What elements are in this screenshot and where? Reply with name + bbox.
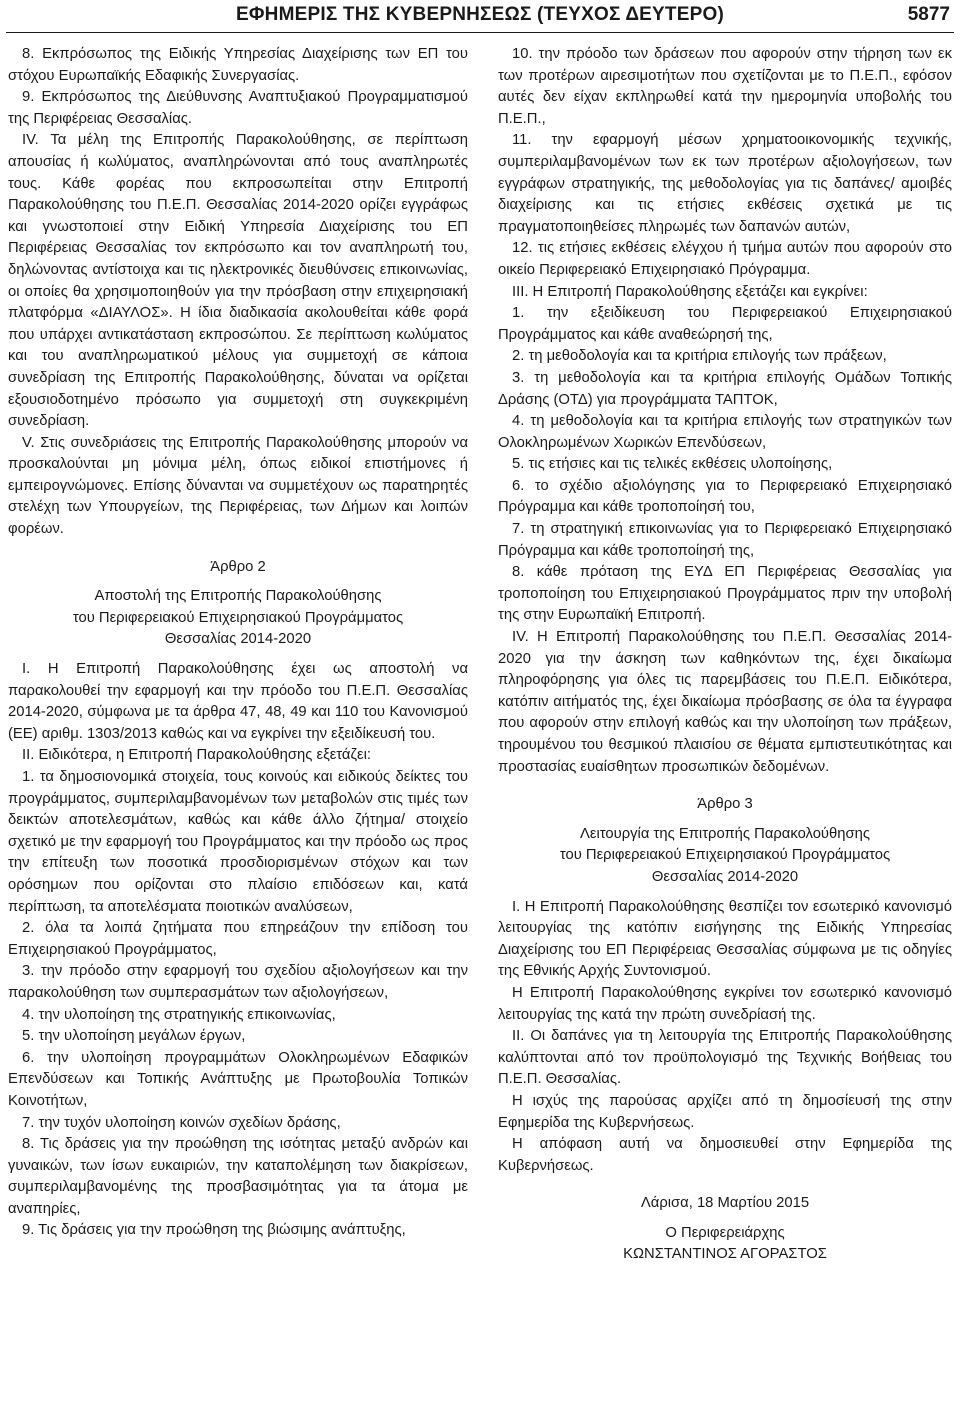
spacer xyxy=(8,651,468,659)
list-item: 6. το σχέδιο αξιολόγησης για το Περιφερειακό Επιχειρησιακό Πρόγραμμα και κάθε τροποποίησή του, xyxy=(498,477,952,516)
list-item: 2. όλα τα λοιπά ζητήματα που επηρεάζουν την επίδοση του Επιχειρησιακού Προγράμματος, xyxy=(8,920,468,958)
right-column xyxy=(498,44,952,1266)
paragraph: III. Η Επιτροπή Παρακολούθησης εξετάζει και εγκρίνει: xyxy=(512,283,868,300)
page-number: 5877 xyxy=(907,4,950,25)
page-header xyxy=(0,0,960,34)
header-divider xyxy=(6,32,954,33)
spacer xyxy=(8,578,468,586)
list-item: 8. κάθε πρόταση της ΕΥΔ ΕΠ Περιφέρειας Θεσσαλίας για τροποποίηση του Επιχειρησιακού Προγράμματος πριν την υποβολή της στην Ευρωπαϊκή Επιτροπή. xyxy=(498,564,952,624)
list-item: 12. τις ετήσιες εκθέσεις ελέγχου ή τμήμα αυτών που αφορούν στο οικείο Περιφερειακό Επιχειρησιακό Πρόγραμμα. xyxy=(498,240,952,278)
spacer xyxy=(8,541,468,557)
article-3-subtitle: Λειτουργία της Επιτροπής Παρακολούθησης xyxy=(580,825,870,842)
spacer xyxy=(498,778,952,794)
paragraph: I. Η Επιτροπή Παρακολούθησης έχει ως αποστολή να παρακολουθεί την εφαρμογή και την πρόοδο του Π.Ε.Π. Θεσσαλίας 2014-2020, σύμφωνα με τα άρθρα 47, 48, 49 και 110 του Κανονισμού (ΕΕ) αριθμ. 1303/2013 καθώς και να εγκρίνει την εξειδίκευσή του. xyxy=(8,661,468,742)
paragraph: Η Επιτροπή Παρακολούθησης εγκρίνει τον εσωτερικό κανονισμό λειτουργίας της κατά την πρώτη συνεδρίασή της. xyxy=(498,984,952,1023)
spacer xyxy=(498,816,952,824)
article-2-subtitle: του Περιφερειακού Επιχειρησιακού Προγράμματος xyxy=(72,609,404,626)
spacer xyxy=(498,1215,952,1223)
list-item: 5. τις ετήσιες και τις τελικές εκθέσεις υλοποίησης, xyxy=(512,456,833,473)
paragraph: Η απόφαση αυτή να δημοσιευθεί στην Εφημερίδα της Κυβερνήσεως. xyxy=(498,1136,952,1174)
list-item: 3. τη μεθοδολογία και τα κριτήρια επιλογής Ομάδων Τοπικής Δράσης (ΟΤΔ) για προγράμματα ΤΑΠΤΟΚ, xyxy=(498,369,952,408)
list-item: 2. τη μεθοδολογία και τα κριτήρια επιλογής των πράξεων, xyxy=(512,348,887,365)
list-item: 4. τη μεθοδολογία και τα κριτήρια επιλογής των στρατηγικών των Ολοκληρωμένων Χωρικών Επενδύσεων, xyxy=(498,413,952,451)
list-item: 1. την εξειδίκευση του Περιφερειακού Επιχειρησιακού Προγράμματος και κάθε αναθεώρησή της, xyxy=(498,305,952,343)
signature-place-date: Λάρισα, 18 Μαρτίου 2015 xyxy=(640,1195,810,1212)
paragraph: II. Οι δαπάνες για τη λειτουργία της Επιτροπής Παρακολούθησης καλύπτονται από τον προϋπολογισμό της Τεχνικής Βοήθειας του Π.Ε.Π. Θεσσαλίας. xyxy=(498,1028,952,1088)
list-item: 1. τα δημοσιονομικά στοιχεία, τους κοινούς και ειδικούς δείκτες του προγράμματος, συμπεριλαμβανομένων των μεταβολών στις τιμές των δεικτών αποτελεσμάτων, καθώς και κάθε άλλο ζήτημα/ στοιχείο σχετικό με την εφαρμογή του Προγράμματος και την πρόοδο ως προς την επίτευξη των ποσοτικά προσδιορισμένων στόχων και των ορόσημων που ορίζονται στο πλαίσιο επιδόσεων και, κατά περίπτωση, τα αποτελέσματα ποιοτικών αναλύσεων, xyxy=(8,769,468,915)
list-item: 9. Τις δράσεις για την προώθηση της βιώσιμης ανάπτυξης, xyxy=(22,1222,406,1239)
paragraph: I. Η Επιτροπή Παρακολούθησης θεσπίζει τον εσωτερικό κανονισμό λειτουργίας της κατόπιν εισήγησης της Ειδικής Υπηρεσίας Διαχείρισης του ΕΠ Περιφέρειας Θεσσαλίας σύμφωνα με τις οδηγίες της Εθνικής Αρχής Συντονισμού. xyxy=(498,898,952,980)
paragraph: II. Ειδικότερα, η Επιτροπή Παρακολούθησης εξετάζει: xyxy=(22,747,371,764)
article-3-heading: Άρθρο 3 xyxy=(697,796,753,813)
gazette-title: ΕΦΗΜΕΡΙΣ ΤΗΣ ΚΥΒΕΡΝΗΣΕΩΣ (ΤΕΥΧΟΣ ΔΕΥΤΕΡΟ) xyxy=(236,4,724,25)
article-3-subtitle: Θεσσαλίας 2014-2020 xyxy=(651,868,799,885)
paragraph: Η ισχύς της παρούσας αρχίζει από τη δημοσίευσή της στην Εφημερίδα της Κυβερνήσεως. xyxy=(498,1092,952,1131)
paragraph: 9. Εκπρόσωπος της Διεύθυνσης Αναπτυξιακού Προγραμματισμού της Περιφέρειας Θεσσαλίας. xyxy=(8,89,468,127)
list-item: 3. την πρόοδο στην εφαρμογή του σχεδίου αξιολογήσεων και την παρακολούθηση των συμπερασμάτων των αξιολογήσεων, xyxy=(8,963,468,1001)
left-column xyxy=(8,44,468,1242)
list-item: 6. την υλοποίηση προγραμμάτων Ολοκληρωμένων Εδαφικών Επενδύσεων και Τοπικής Ανάπτυξης με Πρωτοβουλία Τοπικών Κοινοτήτων, xyxy=(8,1049,468,1109)
signature-role: Ο Περιφερειάρχης xyxy=(665,1224,785,1241)
signature-name: ΚΩΝΣΤΑΝΤΙΝΟΣ ΑΓΟΡΑΣΤΟΣ xyxy=(623,1246,827,1263)
list-item: 4. την υλοποίηση της στρατηγικής επικοινωνίας, xyxy=(22,1006,336,1023)
spacer xyxy=(498,1177,952,1193)
paragraph: IV. Τα μέλη της Επιτροπής Παρακολούθησης, σε περίπτωση απουσίας ή κωλύματος, αναπληρώνονται από τους αναπληρωτές τους. Κάθε φορέας που εκπροσωπείται στην Επιτροπή Παρακολούθησης του Π.Ε.Π. Θεσσαλίας 2014-2020 ορίζει εγγράφως και γνωστοποιεί στην Ειδική Υπηρεσία Διαχείρισης του ΕΠ Περιφέρειας Θεσσαλίας τον εκπρόσωπο και τον αναπληρωτή του, δηλώνοντας αντίστοιχα και τις ηλεκτρονικές διευθύνσεις επικοινωνίας, οι οποίες θα χρησιμοποιηθούν για την πρόσβαση στην επιχειρησιακή πλατφόρμα «ΔΙΑΥΛΟΣ». Η ίδια διαδικασία ακολουθείται κάθε φορά που υπάρχει αντικατάσταση εκπροσώπου. Σε περίπτωση κωλύματος και του αναπληρωματικού μέλους για συμμετοχή σε κάποια συνεδρίαση της Επιτροπής Παρακολούθησης, δύναται να ορίζεται εξουσιοδοτημένο πρόσωπο για συμμετοχή στη συγκεκριμένη συνεδρίαση. xyxy=(8,132,468,430)
list-item: 5. την υλοποίηση μεγάλων έργων, xyxy=(22,1028,246,1045)
spacer xyxy=(498,889,952,897)
list-item: 8. Τις δράσεις για την προώθηση της ισότητας μεταξύ ανδρών και γυναικών, των ίσων ευκαιριών, την καταπολέμηση των διακρίσεων, συμπεριλαμβανομένης της προσβασιμότητας για τα άτομα με αναπηρίες, xyxy=(8,1136,468,1217)
article-2-subtitle: Θεσσαλίας 2014-2020 xyxy=(164,631,312,648)
paragraph: 8. Εκπρόσωπος της Ειδικής Υπηρεσίας Διαχείρισης των ΕΠ του στόχου Ευρωπαϊκής Εδαφικής Συνεργασίας. xyxy=(8,46,468,84)
list-item: 11. την εφαρμογή μέσων χρηματοοικονομικής τεχνικής, συμπεριλαμβανομένων των εκ των προτέρων αξιολογήσεων, των εγγράφων στρατηγικής, της μεθοδολογίας για τις δαπάνες/ αμοιβές διαχείρισης και τις ετήσιες εκθέσεις σχετικά με τις πραγματοποιηθείσες πληρωμές των δαπανών αυτών, xyxy=(498,132,952,235)
paragraph: V. Στις συνεδριάσεις της Επιτροπής Παρακολούθησης μπορούν να προσκαλούνται μη μόνιμα μέλη, όπως ειδικοί επιστήμονες ή εμπειρογνώμονες. Επίσης δύνανται να συμμετέχουν ως παρατηρητές στελέχη των Υπουργείων, της Περιφέρειας, των Δήμων και λοιπών φορέων. xyxy=(8,434,468,538)
article-2-heading: Άρθρο 2 xyxy=(210,558,266,575)
list-item: 10. την πρόοδο των δράσεων που αφορούν στην τήρηση των εκ των προτέρων αιρεσιμοτήτων που σχετίζονται με το Π.Ε.Π., εφόσον αυτές δεν είχαν εκπληρωθεί κατά την ημερομηνία υποβολής του Π.Ε.Π., xyxy=(498,46,952,127)
list-item: 7. τη στρατηγική επικοινωνίας για το Περιφερειακό Επιχειρησιακό Πρόγραμμα και κάθε τροποποίησή της, xyxy=(498,521,952,559)
list-item: 7. την τυχόν υλοποίηση κοινών σχεδίων δράσης, xyxy=(22,1114,341,1131)
article-2-subtitle: Αποστολή της Επιτροπής Παρακολούθησης xyxy=(94,588,382,605)
paragraph: IV. Η Επιτροπή Παρακολούθησης του Π.Ε.Π. Θεσσαλίας 2014-2020 για την άσκηση των καθηκόντων της, έχει δικαίωμα πληροφόρησης για όλες τις παρεμβάσεις του Π.Ε.Π. Ειδικότερα, κατόπιν αιτήματός της, έχει δικαίωμα πρόσβασης σε όλα τα έγγραφα που αφορούν στην επιλογή καθώς και την υλοποίηση των πράξεων, τηρουμένου του θεσμικού πλαισίου σε θέματα εμπιστευτικότητας και προστασίας ευαίσθητων προσωπικών δεδομένων. xyxy=(498,629,952,775)
article-3-subtitle: του Περιφερειακού Επιχειρησιακού Προγράμματος xyxy=(559,847,891,864)
